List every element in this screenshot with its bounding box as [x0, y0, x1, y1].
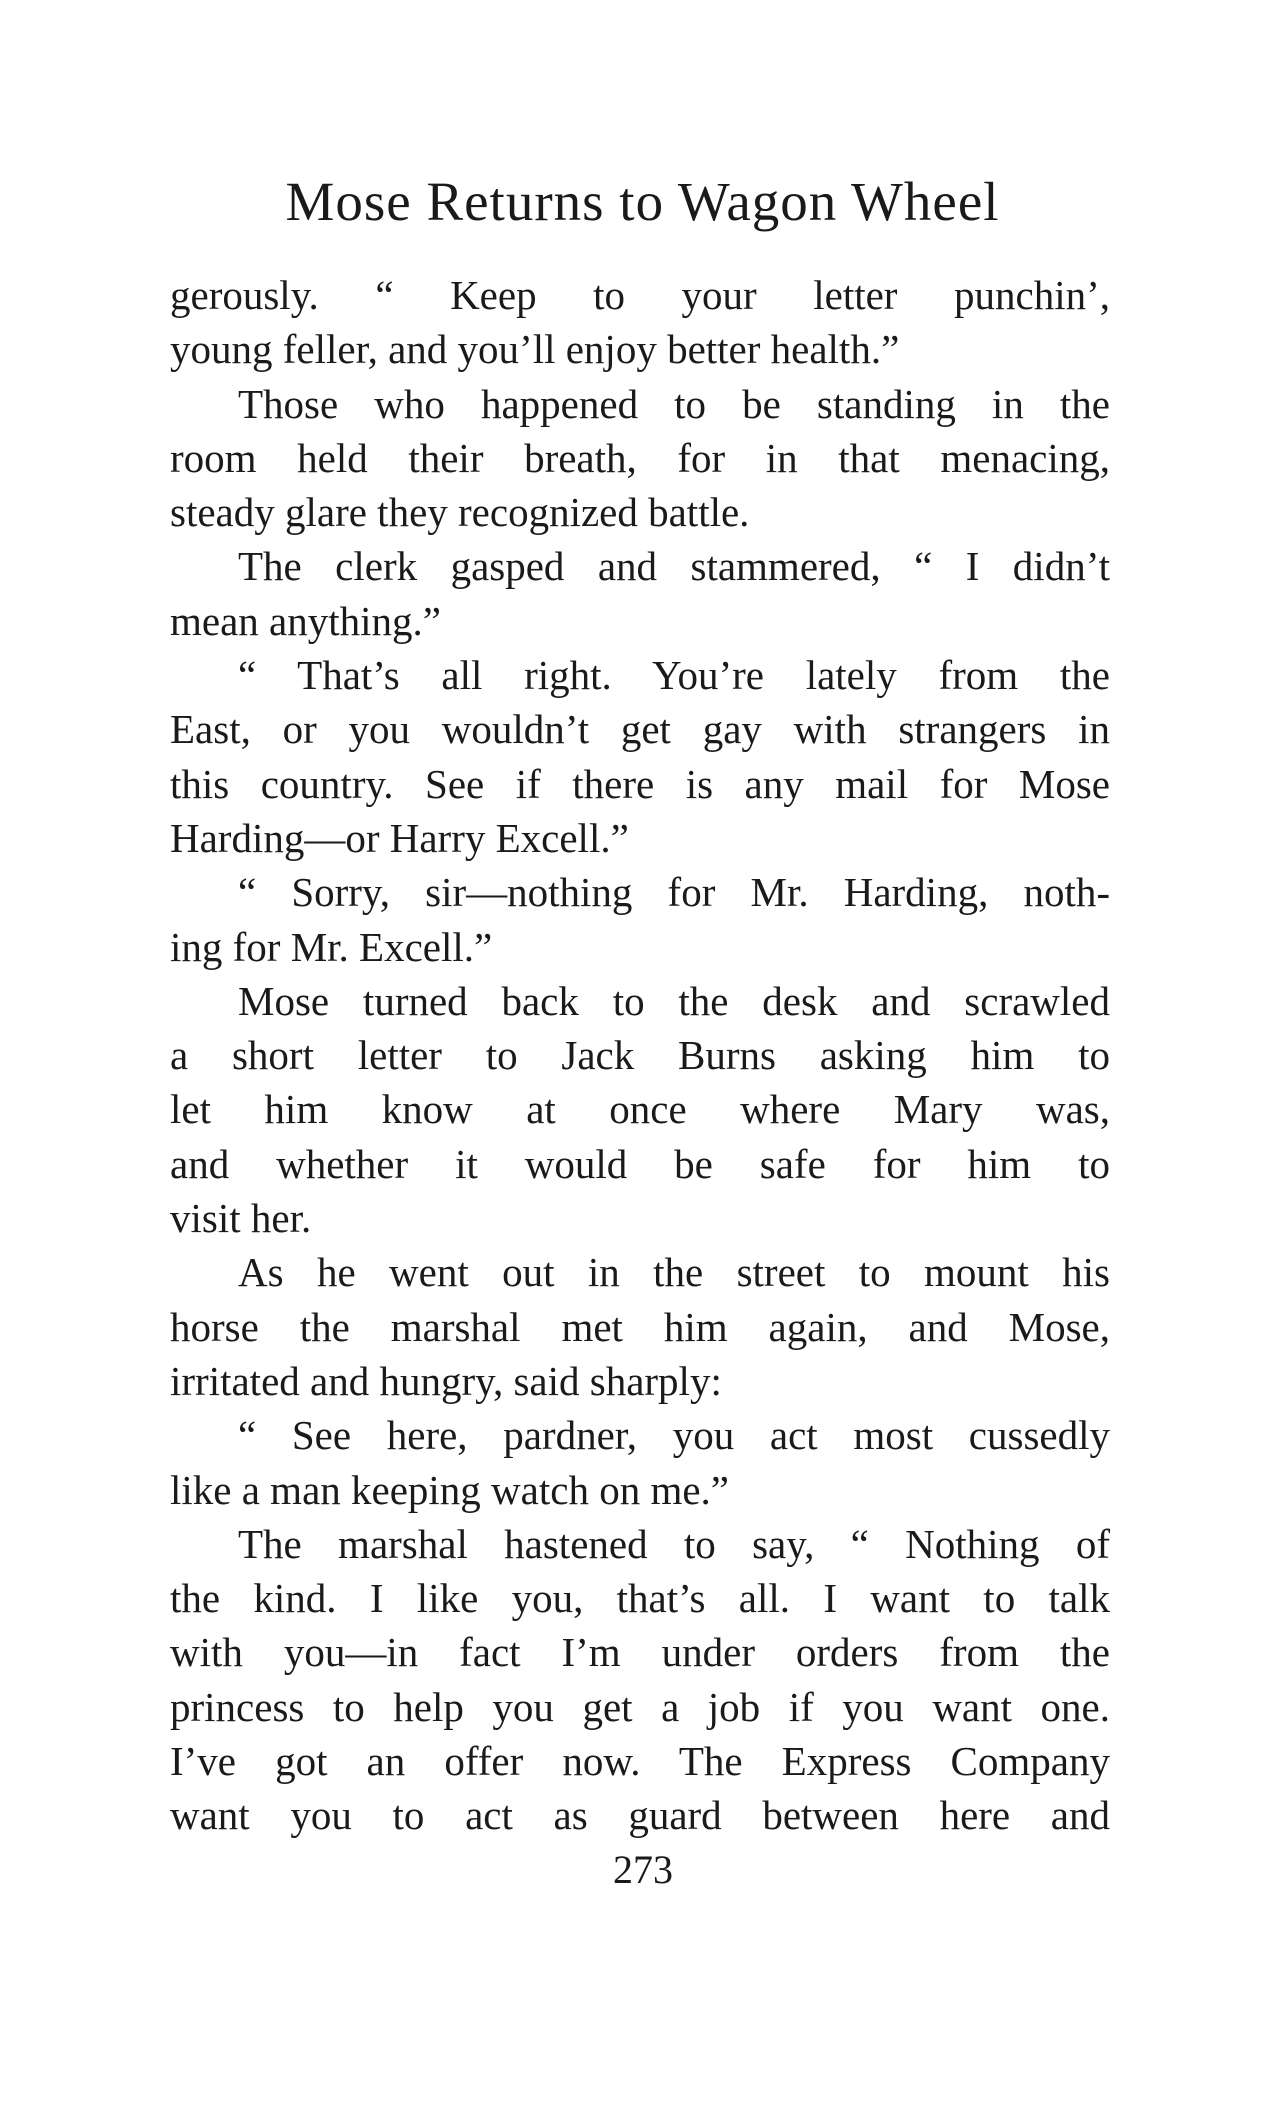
text-line: young feller, and you’ll enjoy better health.”: [170, 326, 900, 373]
text-line: gerously. “ Keep to your letter punchin’,: [170, 272, 1110, 318]
page-number: 273: [613, 1847, 673, 1892]
text-line: ing for Mr. Excell.”: [170, 923, 493, 970]
text-line: with you—in fact I’m under orders from the: [170, 1629, 1110, 1676]
text-line: let him know at once where Mary was,: [170, 1086, 1110, 1133]
text-line: “ Sorry, sir—nothing for Mr. Harding, noth-: [238, 869, 1110, 916]
text-line: The marshal hastened to say, “ Nothing of: [238, 1520, 1110, 1567]
running-head: Mose Returns to Wagon Wheel: [285, 171, 1000, 232]
text-line: mean anything.”: [170, 597, 441, 644]
text-line: a short letter to Jack Burns asking him to: [170, 1032, 1110, 1079]
text-line: like a man keeping watch on me.”: [170, 1466, 729, 1513]
text-line: East, or you wouldn’t get gay with strangers in: [170, 706, 1110, 753]
text-line: horse the marshal met him again, and Mose,: [170, 1303, 1110, 1350]
text-line: and whether it would be safe for him to: [170, 1140, 1110, 1187]
text-line: visit her.: [170, 1195, 312, 1242]
body-text: [170, 268, 1110, 1843]
text-line: The clerk gasped and stammered, “ I didn’t: [238, 543, 1110, 590]
text-line: steady glare they recognized battle.: [170, 489, 750, 536]
text-line: princess to help you get a job if you want one.: [170, 1683, 1110, 1730]
text-line: Mose turned back to the desk and scrawled: [238, 977, 1110, 1024]
text-line: As he went out in the street to mount his: [238, 1249, 1110, 1296]
text-line: Those who happened to be standing in the: [238, 380, 1110, 427]
text-line: “ See here, pardner, you act most cussedly: [238, 1412, 1110, 1459]
text-line: Harding—or Harry Excell.”: [170, 814, 629, 861]
text-line: the kind. I like you, that’s all. I want to talk: [170, 1575, 1110, 1622]
text-line: room held their breath, for in that menacing,: [170, 434, 1110, 481]
text-line: I’ve got an offer now. The Express Company: [170, 1738, 1110, 1785]
text-line: irritated and hungry, said sharply:: [170, 1357, 722, 1404]
text-line: this country. See if there is any mail for Mose: [170, 760, 1110, 807]
text-line: “ That’s all right. You’re lately from the: [238, 652, 1110, 699]
text-line: want you to act as guard between here and: [170, 1792, 1110, 1839]
